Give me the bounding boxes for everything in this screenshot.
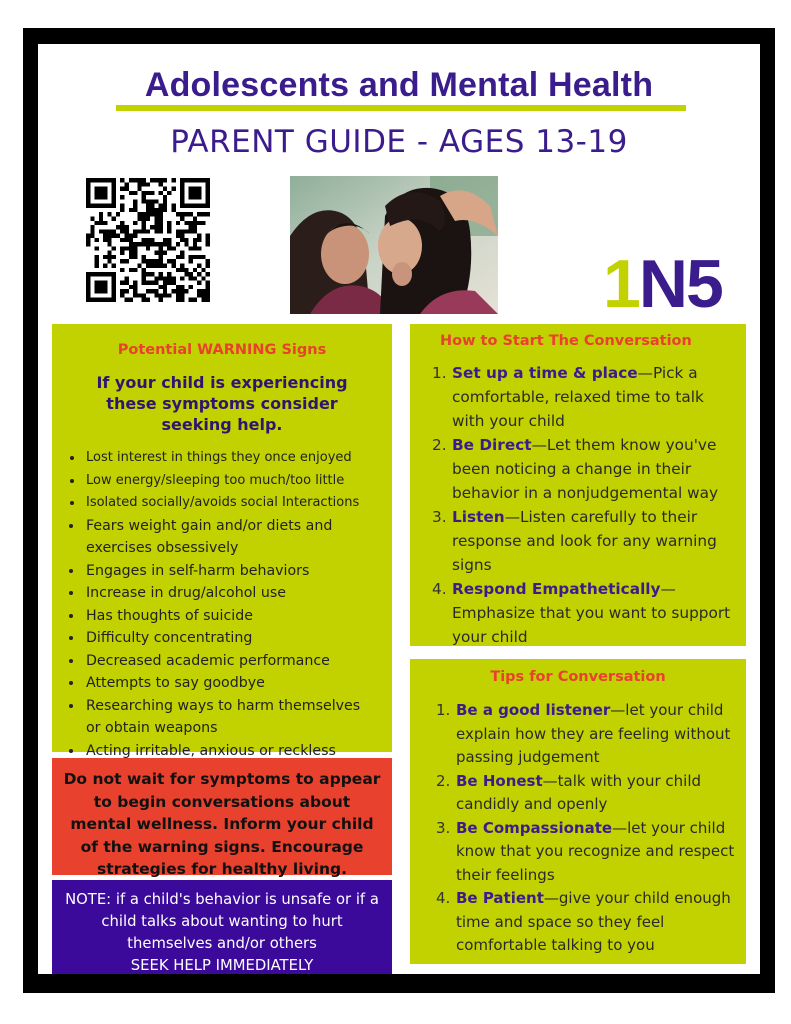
start-list	[432, 361, 734, 649]
item-lead: Be Direct	[452, 436, 532, 454]
warning-heading: Potential WARNING Signs	[117, 342, 327, 358]
item-number: 3.	[436, 818, 451, 837]
start-item	[432, 505, 734, 577]
start-item	[432, 361, 734, 433]
tips-box	[410, 659, 746, 964]
item-text: —let your child explain how they are feeling without passing judgement	[456, 701, 731, 766]
warning-item: • Has thoughts of suicide	[84, 605, 378, 628]
callout-text: Do not wait for symptoms to appear to begin conversations about mental wellness. Inform your child of the warning signs. Encourage strategies for healthy living.	[63, 770, 381, 878]
item-text: —Listen carefully to their response and look for any warning signs	[452, 508, 717, 574]
warning-item: • Lost interest in things they once enjoyed	[84, 447, 378, 470]
warning-item: • Acting irritable, anxious or reckless	[84, 740, 378, 763]
warning-item: • Fears weight gain and/or diets and exercises obsessively	[84, 515, 378, 560]
warning-item: • Low energy/sleeping too much/too little	[84, 470, 378, 493]
item-lead: Respond Empathetically	[452, 580, 661, 598]
note-text	[52, 880, 392, 977]
item-lead: Set up a time & place	[452, 364, 638, 382]
start-conversation-box	[410, 324, 746, 646]
item-number: 3.	[432, 508, 447, 526]
warning-item: • Difficulty concentrating	[84, 627, 378, 650]
1n5-logo	[603, 246, 743, 322]
callout-box	[52, 758, 392, 878]
warning-item: • Isolated socially/avoids social Interactions	[84, 492, 378, 515]
item-text: —Pick a comfortable, relaxed time to talk with your child	[452, 364, 704, 430]
note-box	[52, 880, 392, 974]
item-lead: Listen	[452, 508, 505, 526]
qr-code-icon[interactable]	[86, 178, 210, 302]
warning-item: • Researching ways to harm themselves or obtain weapons	[84, 695, 378, 740]
item-lead: Be a good listener	[456, 701, 611, 719]
tips-heading: Tips for Conversation	[490, 669, 666, 685]
item-text: —talk with your child candidly and openly	[456, 771, 702, 813]
item-text: —Emphasize that you want to support your child	[452, 580, 731, 646]
warning-signs-box	[52, 324, 392, 759]
item-lead: Be Honest	[456, 771, 543, 790]
page-title: Adolescents and Mental Health	[144, 66, 654, 104]
warning-item: • Increase in drug/alcohol use	[84, 582, 378, 605]
tips-item	[436, 770, 736, 817]
start-item	[432, 433, 734, 505]
item-number: 4.	[432, 580, 447, 598]
item-number: 1.	[432, 364, 447, 382]
tips-item	[436, 817, 736, 888]
start-heading: How to Start The Conversation	[440, 333, 692, 349]
logo-n: N	[638, 246, 686, 322]
item-number: 1.	[436, 701, 451, 719]
logo-one: 1	[603, 246, 639, 322]
item-text: —give your child enough time and space so they feel comfortable talking to you	[456, 889, 731, 954]
page-subtitle: PARENT GUIDE - AGES 13-19	[170, 124, 628, 160]
item-lead: Be Patient	[456, 889, 544, 907]
item-number: 4.	[436, 889, 451, 907]
note-line: NOTE: if a child's behavior is unsafe or if a child talks about wanting to hurt themselves and/or others	[65, 891, 379, 952]
warning-item: • Decreased academic performance	[84, 650, 378, 673]
item-text: —Let them know you've been noticing a change in their behavior in a nonjudgemental way	[452, 436, 718, 502]
start-item	[432, 577, 734, 649]
note-urgent: SEEK HELP IMMEDIATELY	[130, 957, 314, 974]
tips-item	[436, 699, 736, 770]
tips-list	[436, 699, 736, 958]
mother-daughter-photo	[290, 176, 498, 314]
warning-list	[84, 447, 378, 762]
tips-item	[436, 887, 736, 958]
title-underline	[116, 105, 686, 111]
warning-intro: If your child is experiencing these symptoms consider seeking help.	[96, 373, 348, 434]
flyer-page	[38, 44, 760, 974]
warning-item: • Engages in self-harm behaviors	[84, 560, 378, 583]
item-number: 2.	[432, 436, 447, 454]
item-text: —let your child know that you recognize and respect their feelings	[456, 818, 735, 884]
warning-item: • Attempts to say goodbye	[84, 672, 378, 695]
logo-five: 5	[685, 246, 722, 322]
item-lead: Be Compassionate	[456, 818, 613, 837]
item-number: 2.	[436, 771, 451, 790]
